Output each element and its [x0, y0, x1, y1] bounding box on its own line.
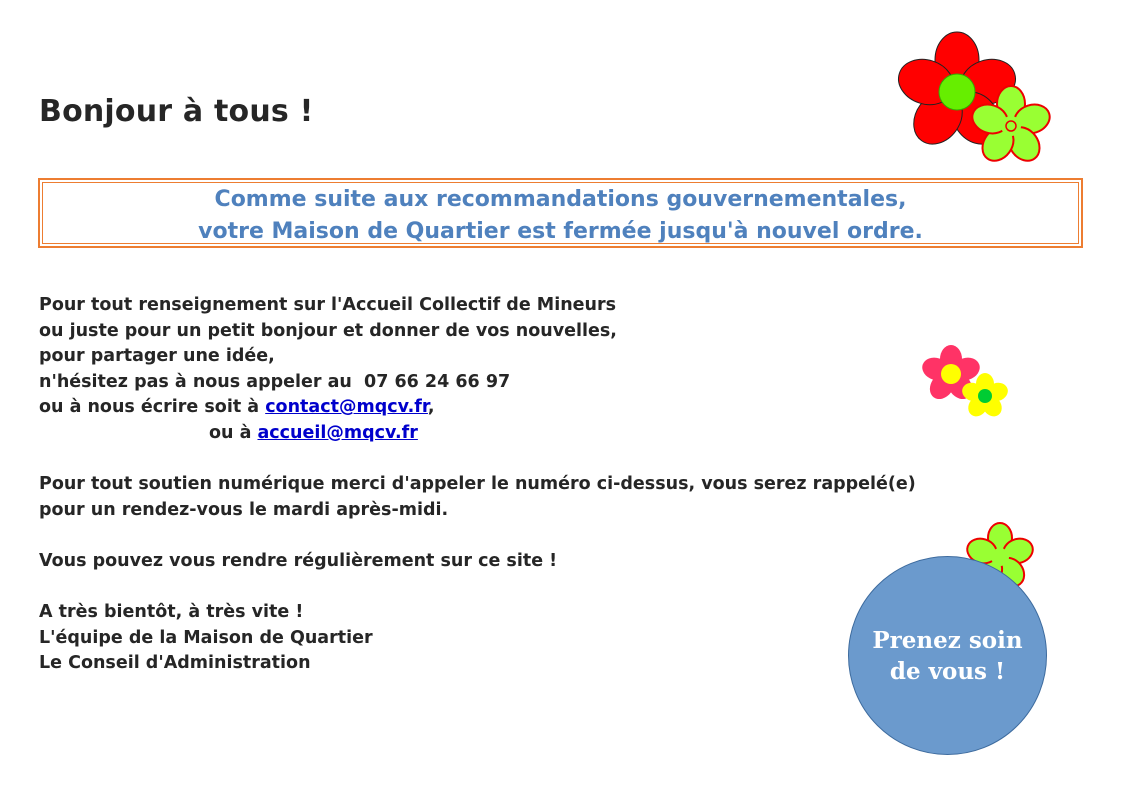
body-line: ou juste pour un petit bonjour et donner de vos nouvelles,	[39, 320, 617, 341]
body-line: Pour tout soutien numérique merci d'appeler le numéro ci-dessus, vous serez rappelé(e)	[39, 474, 916, 495]
email-line-1	[39, 395, 939, 421]
contact-email-link[interactable]: contact@mqcv.fr	[265, 397, 428, 418]
accueil-email-link[interactable]: accueil@mqcv.fr	[257, 422, 418, 443]
flower-icon-yellow-small	[961, 370, 1013, 422]
paragraph-gap	[39, 575, 939, 601]
email-suffix: ,	[427, 397, 435, 418]
badge-line-2: de vous !	[889, 657, 1006, 685]
body-line: Pour tout renseignement sur l'Accueil Collectif de Mineurs	[39, 295, 617, 315]
phone-line: n'hésitez pas à nous appeler au 07 66 24 66 97	[39, 371, 511, 392]
or-prefix: ou à	[209, 422, 258, 443]
email-line-2	[39, 421, 939, 447]
closing-line: Le Conseil d'Administration	[39, 653, 311, 674]
badge-line-1: Prenez soin	[872, 626, 1023, 654]
paragraph-gap	[39, 447, 939, 473]
notice-line-1: Comme suite aux recommandations gouvernementales,	[214, 187, 907, 212]
body-line: pour un rendez-vous le mardi après-midi.	[39, 499, 449, 520]
paragraph-gap	[39, 523, 939, 549]
write-prefix: ou à nous écrire soit à	[39, 397, 266, 418]
notice-line-2: votre Maison de Quartier est fermée jusqu'à nouvel ordre.	[198, 219, 923, 244]
body-line: Vous pouvez vous rendre régulièrement sur ce site !	[39, 550, 558, 571]
take-care-badge	[848, 556, 1047, 755]
closure-notice-box	[38, 178, 1083, 248]
page-title: Bonjour à tous !	[39, 94, 314, 129]
message-body	[39, 293, 939, 677]
flower-icon-lime-large	[966, 83, 1056, 169]
closing-line: A très bientôt, à très vite !	[39, 602, 304, 623]
body-line: pour partager une idée,	[39, 346, 275, 367]
closing-line: L'équipe de la Maison de Quartier	[39, 627, 373, 648]
